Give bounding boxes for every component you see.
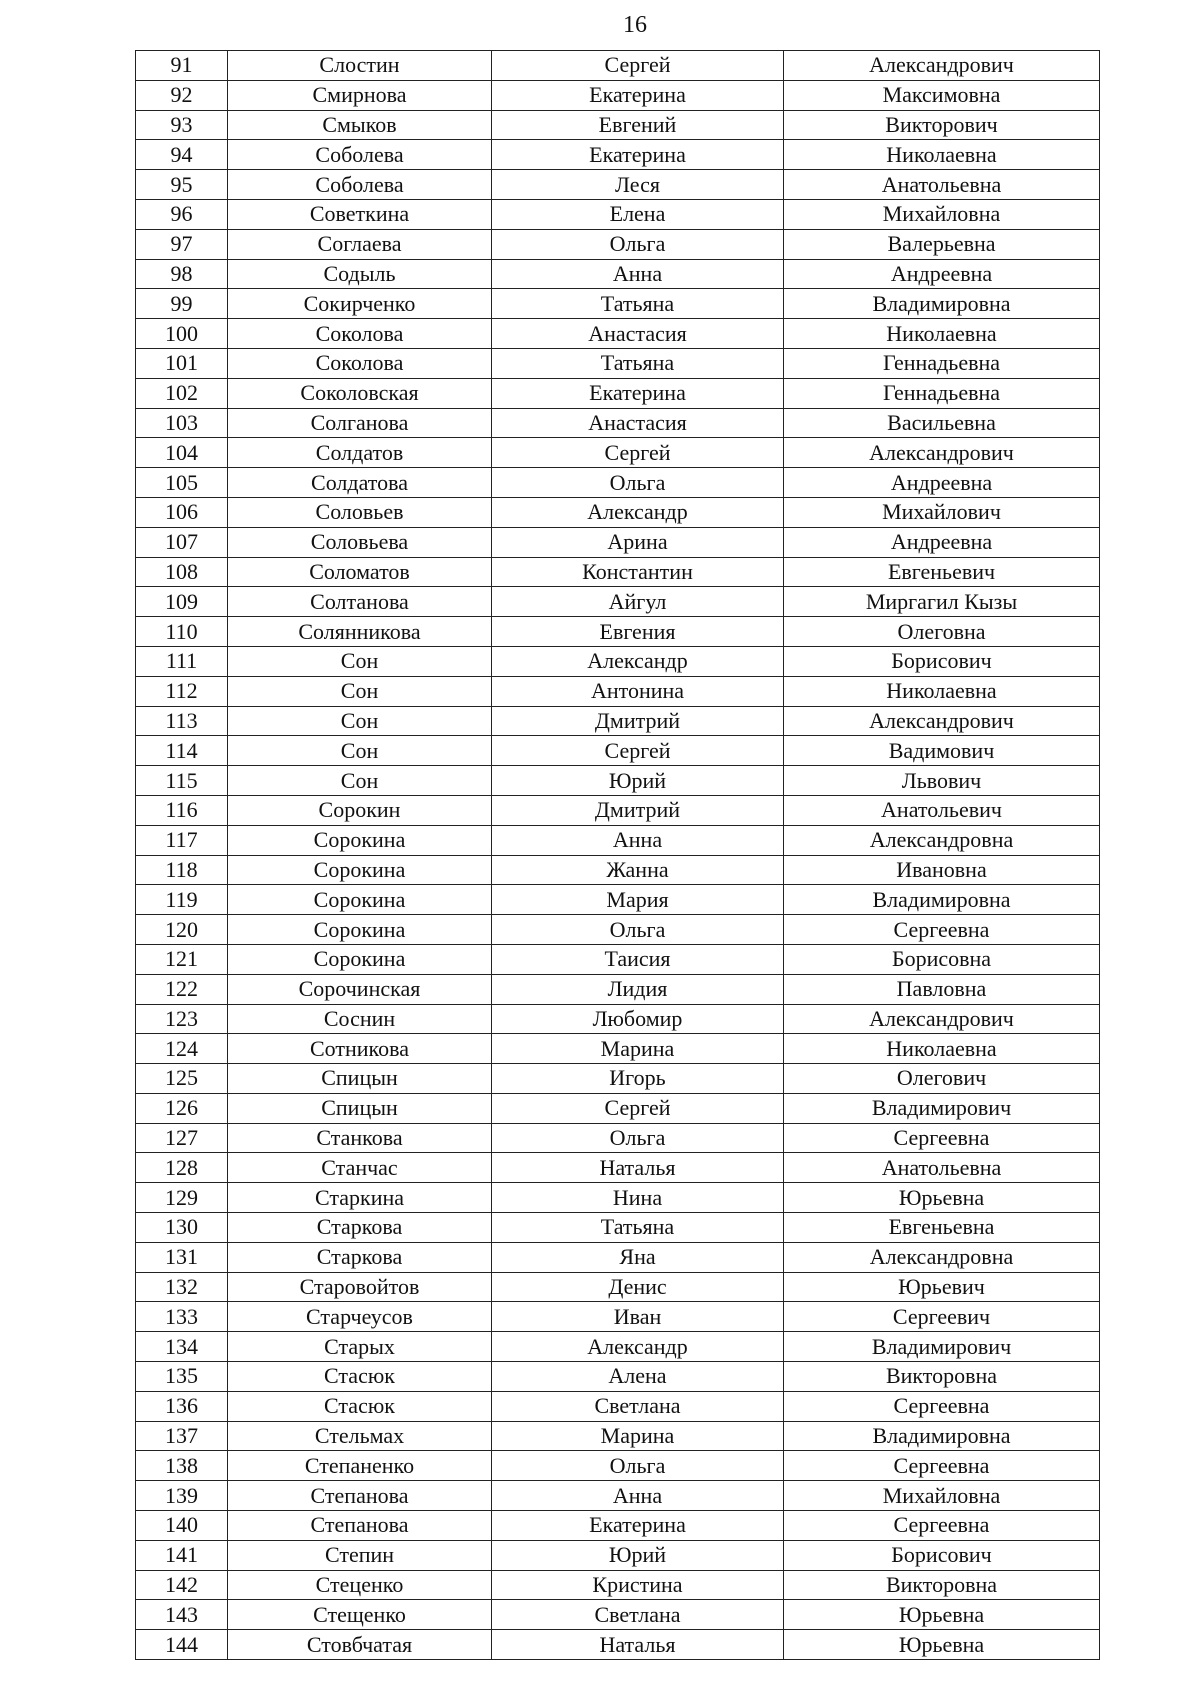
patronymic-cell: Владимирович — [784, 1093, 1100, 1123]
row-number-cell: 98 — [136, 259, 228, 289]
first-name-cell: Дмитрий — [492, 795, 784, 825]
last-name-cell: Слостин — [228, 51, 492, 81]
first-name-cell: Игорь — [492, 1064, 784, 1094]
first-name-cell: Евгений — [492, 110, 784, 140]
table-row — [136, 1570, 1100, 1600]
page-number: 16 — [623, 12, 647, 38]
table-row — [136, 1213, 1100, 1243]
last-name-cell: Соколова — [228, 319, 492, 349]
row-number-cell: 108 — [136, 557, 228, 587]
first-name-cell: Дмитрий — [492, 706, 784, 736]
table-row — [136, 1511, 1100, 1541]
first-name-cell: Ольга — [492, 1451, 784, 1481]
row-number-cell: 109 — [136, 587, 228, 617]
table-row — [136, 527, 1100, 557]
first-name-cell: Сергей — [492, 1093, 784, 1123]
first-name-cell: Ольга — [492, 915, 784, 945]
table-row — [136, 289, 1100, 319]
table-row — [136, 438, 1100, 468]
patronymic-cell: Вадимович — [784, 736, 1100, 766]
patronymic-cell: Геннадьевна — [784, 378, 1100, 408]
last-name-cell: Сорочинская — [228, 974, 492, 1004]
row-number-cell: 140 — [136, 1511, 228, 1541]
row-number-cell: 101 — [136, 348, 228, 378]
last-name-cell: Спицын — [228, 1093, 492, 1123]
patronymic-cell: Максимовна — [784, 80, 1100, 110]
first-name-cell: Мария — [492, 885, 784, 915]
patronymic-cell: Андреевна — [784, 527, 1100, 557]
patronymic-cell: Юрьевич — [784, 1272, 1100, 1302]
last-name-cell: Солтанова — [228, 587, 492, 617]
last-name-cell: Сорокина — [228, 855, 492, 885]
table-row — [136, 1183, 1100, 1213]
row-number-cell: 106 — [136, 497, 228, 527]
patronymic-cell: Викторовна — [784, 1362, 1100, 1392]
row-number-cell: 139 — [136, 1481, 228, 1511]
row-number-cell: 120 — [136, 915, 228, 945]
patronymic-cell: Сергеевна — [784, 1511, 1100, 1541]
table-row — [136, 1481, 1100, 1511]
table-row — [136, 646, 1100, 676]
table-row — [136, 1153, 1100, 1183]
row-number-cell: 128 — [136, 1153, 228, 1183]
table-row — [136, 1242, 1100, 1272]
patronymic-cell: Анатольевна — [784, 1153, 1100, 1183]
table-row — [136, 80, 1100, 110]
first-name-cell: Нина — [492, 1183, 784, 1213]
last-name-cell: Стасюк — [228, 1362, 492, 1392]
table-row — [136, 1004, 1100, 1034]
first-name-cell: Денис — [492, 1272, 784, 1302]
last-name-cell: Сон — [228, 646, 492, 676]
last-name-cell: Сорокина — [228, 825, 492, 855]
row-number-cell: 127 — [136, 1123, 228, 1153]
last-name-cell: Смыков — [228, 110, 492, 140]
first-name-cell: Екатерина — [492, 1511, 784, 1541]
first-name-cell: Айгул — [492, 587, 784, 617]
first-name-cell: Светлана — [492, 1391, 784, 1421]
row-number-cell: 129 — [136, 1183, 228, 1213]
first-name-cell: Анна — [492, 1481, 784, 1511]
row-number-cell: 102 — [136, 378, 228, 408]
last-name-cell: Станчас — [228, 1153, 492, 1183]
patronymic-cell: Владимирович — [784, 1332, 1100, 1362]
first-name-cell: Любомир — [492, 1004, 784, 1034]
row-number-cell: 94 — [136, 140, 228, 170]
patronymic-cell: Ивановна — [784, 855, 1100, 885]
patronymic-cell: Юрьевна — [784, 1600, 1100, 1630]
table-row — [136, 1034, 1100, 1064]
row-number-cell: 136 — [136, 1391, 228, 1421]
patronymic-cell: Александровна — [784, 1242, 1100, 1272]
last-name-cell: Степанова — [228, 1511, 492, 1541]
first-name-cell: Татьяна — [492, 348, 784, 378]
first-name-cell: Анастасия — [492, 408, 784, 438]
patronymic-cell: Александрович — [784, 51, 1100, 81]
table-row — [136, 1391, 1100, 1421]
last-name-cell: Смирнова — [228, 80, 492, 110]
row-number-cell: 130 — [136, 1213, 228, 1243]
last-name-cell: Старкова — [228, 1213, 492, 1243]
first-name-cell: Наталья — [492, 1630, 784, 1660]
first-name-cell: Антонина — [492, 676, 784, 706]
last-name-cell: Солдатов — [228, 438, 492, 468]
row-number-cell: 121 — [136, 944, 228, 974]
first-name-cell: Сергей — [492, 736, 784, 766]
table-row — [136, 378, 1100, 408]
patronymic-cell: Викторовна — [784, 1570, 1100, 1600]
row-number-cell: 96 — [136, 199, 228, 229]
first-name-cell: Ольга — [492, 468, 784, 498]
table-row — [136, 170, 1100, 200]
patronymic-cell: Александрович — [784, 1004, 1100, 1034]
last-name-cell: Соломатов — [228, 557, 492, 587]
row-number-cell: 117 — [136, 825, 228, 855]
row-number-cell: 138 — [136, 1451, 228, 1481]
table-row — [136, 795, 1100, 825]
last-name-cell: Сорокина — [228, 915, 492, 945]
first-name-cell: Иван — [492, 1302, 784, 1332]
last-name-cell: Соснин — [228, 1004, 492, 1034]
table-row — [136, 1064, 1100, 1094]
last-name-cell: Сон — [228, 676, 492, 706]
table-row — [136, 1093, 1100, 1123]
row-number-cell: 144 — [136, 1630, 228, 1660]
table-row — [136, 1302, 1100, 1332]
first-name-cell: Екатерина — [492, 140, 784, 170]
last-name-cell: Станкова — [228, 1123, 492, 1153]
table-row — [136, 497, 1100, 527]
table-row — [136, 1630, 1100, 1660]
row-number-cell: 95 — [136, 170, 228, 200]
first-name-cell: Александр — [492, 1332, 784, 1362]
patronymic-cell: Михайловна — [784, 1481, 1100, 1511]
first-name-cell: Леся — [492, 170, 784, 200]
table-row — [136, 557, 1100, 587]
table-row — [136, 259, 1100, 289]
last-name-cell: Степин — [228, 1540, 492, 1570]
table-row — [136, 1123, 1100, 1153]
patronymic-cell: Андреевна — [784, 259, 1100, 289]
last-name-cell: Сокирченко — [228, 289, 492, 319]
row-number-cell: 131 — [136, 1242, 228, 1272]
patronymic-cell: Михайловна — [784, 199, 1100, 229]
row-number-cell: 112 — [136, 676, 228, 706]
row-number-cell: 115 — [136, 766, 228, 796]
patronymic-cell: Валерьевна — [784, 229, 1100, 259]
first-name-cell: Анастасия — [492, 319, 784, 349]
patronymic-cell: Александрович — [784, 706, 1100, 736]
first-name-cell: Кристина — [492, 1570, 784, 1600]
table-row — [136, 1332, 1100, 1362]
last-name-cell: Соболева — [228, 140, 492, 170]
last-name-cell: Степанова — [228, 1481, 492, 1511]
patronymic-cell: Борисович — [784, 646, 1100, 676]
first-name-cell: Наталья — [492, 1153, 784, 1183]
table-row — [136, 140, 1100, 170]
patronymic-cell: Павловна — [784, 974, 1100, 1004]
table-row — [136, 319, 1100, 349]
table-row — [136, 676, 1100, 706]
table-row — [136, 587, 1100, 617]
last-name-cell: Солянникова — [228, 617, 492, 647]
row-number-cell: 110 — [136, 617, 228, 647]
last-name-cell: Стасюк — [228, 1391, 492, 1421]
row-number-cell: 141 — [136, 1540, 228, 1570]
row-number-cell: 107 — [136, 527, 228, 557]
last-name-cell: Соколова — [228, 348, 492, 378]
last-name-cell: Сон — [228, 736, 492, 766]
row-number-cell: 123 — [136, 1004, 228, 1034]
row-number-cell: 137 — [136, 1421, 228, 1451]
patronymic-cell: Александрович — [784, 438, 1100, 468]
row-number-cell: 125 — [136, 1064, 228, 1094]
first-name-cell: Сергей — [492, 51, 784, 81]
table-row — [136, 110, 1100, 140]
table-row — [136, 944, 1100, 974]
last-name-cell: Стельмах — [228, 1421, 492, 1451]
patronymic-cell: Евгеньевна — [784, 1213, 1100, 1243]
patronymic-cell: Сергеевна — [784, 1123, 1100, 1153]
table-row — [136, 915, 1100, 945]
patronymic-cell: Николаевна — [784, 319, 1100, 349]
row-number-cell: 103 — [136, 408, 228, 438]
patronymic-cell: Андреевна — [784, 468, 1100, 498]
first-name-cell: Евгения — [492, 617, 784, 647]
first-name-cell: Екатерина — [492, 378, 784, 408]
names-table-body — [136, 51, 1100, 1660]
row-number-cell: 93 — [136, 110, 228, 140]
first-name-cell: Таисия — [492, 944, 784, 974]
row-number-cell: 91 — [136, 51, 228, 81]
first-name-cell: Константин — [492, 557, 784, 587]
last-name-cell: Старкова — [228, 1242, 492, 1272]
table-row — [136, 855, 1100, 885]
row-number-cell: 114 — [136, 736, 228, 766]
row-number-cell: 99 — [136, 289, 228, 319]
row-number-cell: 111 — [136, 646, 228, 676]
patronymic-cell: Борисовна — [784, 944, 1100, 974]
table-row — [136, 885, 1100, 915]
last-name-cell: Солганова — [228, 408, 492, 438]
patronymic-cell: Владимировна — [784, 885, 1100, 915]
last-name-cell: Сорокина — [228, 885, 492, 915]
patronymic-cell: Анатольевна — [784, 170, 1100, 200]
patronymic-cell: Сергеевич — [784, 1302, 1100, 1332]
row-number-cell: 92 — [136, 80, 228, 110]
last-name-cell: Сорокина — [228, 944, 492, 974]
first-name-cell: Яна — [492, 1242, 784, 1272]
first-name-cell: Жанна — [492, 855, 784, 885]
patronymic-cell: Викторович — [784, 110, 1100, 140]
last-name-cell: Содыль — [228, 259, 492, 289]
table-row — [136, 1540, 1100, 1570]
last-name-cell: Стеценко — [228, 1570, 492, 1600]
first-name-cell: Лидия — [492, 974, 784, 1004]
row-number-cell: 134 — [136, 1332, 228, 1362]
patronymic-cell: Юрьевна — [784, 1630, 1100, 1660]
patronymic-cell: Анатольевич — [784, 795, 1100, 825]
row-number-cell: 100 — [136, 319, 228, 349]
first-name-cell: Александр — [492, 646, 784, 676]
last-name-cell: Степаненко — [228, 1451, 492, 1481]
last-name-cell: Сотникова — [228, 1034, 492, 1064]
first-name-cell: Юрий — [492, 766, 784, 796]
table-row — [136, 736, 1100, 766]
first-name-cell: Анна — [492, 259, 784, 289]
table-row — [136, 1362, 1100, 1392]
last-name-cell: Спицын — [228, 1064, 492, 1094]
last-name-cell: Сон — [228, 766, 492, 796]
first-name-cell: Юрий — [492, 1540, 784, 1570]
table-row — [136, 825, 1100, 855]
patronymic-cell: Александровна — [784, 825, 1100, 855]
row-number-cell: 97 — [136, 229, 228, 259]
row-number-cell: 116 — [136, 795, 228, 825]
first-name-cell: Алена — [492, 1362, 784, 1392]
table-row — [136, 408, 1100, 438]
row-number-cell: 132 — [136, 1272, 228, 1302]
patronymic-cell: Васильевна — [784, 408, 1100, 438]
first-name-cell: Марина — [492, 1421, 784, 1451]
last-name-cell: Стещенко — [228, 1600, 492, 1630]
table-row — [136, 766, 1100, 796]
first-name-cell: Екатерина — [492, 80, 784, 110]
table-row — [136, 974, 1100, 1004]
first-name-cell: Татьяна — [492, 1213, 784, 1243]
last-name-cell: Старчеусов — [228, 1302, 492, 1332]
first-name-cell: Марина — [492, 1034, 784, 1064]
table-row — [136, 229, 1100, 259]
row-number-cell: 135 — [136, 1362, 228, 1392]
last-name-cell: Старовойтов — [228, 1272, 492, 1302]
last-name-cell: Соловьева — [228, 527, 492, 557]
first-name-cell: Елена — [492, 199, 784, 229]
row-number-cell: 118 — [136, 855, 228, 885]
last-name-cell: Сон — [228, 706, 492, 736]
table-row — [136, 1272, 1100, 1302]
patronymic-cell: Олегович — [784, 1064, 1100, 1094]
table-row — [136, 706, 1100, 736]
patronymic-cell: Евгеньевич — [784, 557, 1100, 587]
patronymic-cell: Михайлович — [784, 497, 1100, 527]
patronymic-cell: Николаевна — [784, 1034, 1100, 1064]
first-name-cell: Анна — [492, 825, 784, 855]
first-name-cell: Светлана — [492, 1600, 784, 1630]
patronymic-cell: Борисович — [784, 1540, 1100, 1570]
row-number-cell: 126 — [136, 1093, 228, 1123]
patronymic-cell: Олеговна — [784, 617, 1100, 647]
table-row — [136, 51, 1100, 81]
last-name-cell: Старкина — [228, 1183, 492, 1213]
row-number-cell: 119 — [136, 885, 228, 915]
last-name-cell: Соловьев — [228, 497, 492, 527]
patronymic-cell: Николаевна — [784, 676, 1100, 706]
table-row — [136, 617, 1100, 647]
row-number-cell: 142 — [136, 1570, 228, 1600]
first-name-cell: Татьяна — [492, 289, 784, 319]
patronymic-cell: Владимировна — [784, 289, 1100, 319]
patronymic-cell: Геннадьевна — [784, 348, 1100, 378]
last-name-cell: Солдатова — [228, 468, 492, 498]
first-name-cell: Александр — [492, 497, 784, 527]
table-row — [136, 348, 1100, 378]
row-number-cell: 133 — [136, 1302, 228, 1332]
patronymic-cell: Николаевна — [784, 140, 1100, 170]
first-name-cell: Арина — [492, 527, 784, 557]
table-row — [136, 1451, 1100, 1481]
first-name-cell: Ольга — [492, 229, 784, 259]
row-number-cell: 104 — [136, 438, 228, 468]
last-name-cell: Соколовская — [228, 378, 492, 408]
first-name-cell: Сергей — [492, 438, 784, 468]
patronymic-cell: Сергеевна — [784, 915, 1100, 945]
row-number-cell: 105 — [136, 468, 228, 498]
first-name-cell: Ольга — [492, 1123, 784, 1153]
row-number-cell: 124 — [136, 1034, 228, 1064]
patronymic-cell: Владимировна — [784, 1421, 1100, 1451]
last-name-cell: Соглаева — [228, 229, 492, 259]
patronymic-cell: Львович — [784, 766, 1100, 796]
patronymic-cell: Сергеевна — [784, 1391, 1100, 1421]
last-name-cell: Стовбчатая — [228, 1630, 492, 1660]
row-number-cell: 113 — [136, 706, 228, 736]
last-name-cell: Советкина — [228, 199, 492, 229]
patronymic-cell: Миргагил Кызы — [784, 587, 1100, 617]
table-row — [136, 1421, 1100, 1451]
row-number-cell: 122 — [136, 974, 228, 1004]
table-row — [136, 1600, 1100, 1630]
names-table — [135, 50, 1100, 1660]
last-name-cell: Сорокин — [228, 795, 492, 825]
table-row — [136, 199, 1100, 229]
patronymic-cell: Сергеевна — [784, 1451, 1100, 1481]
table-row — [136, 468, 1100, 498]
row-number-cell: 143 — [136, 1600, 228, 1630]
last-name-cell: Старых — [228, 1332, 492, 1362]
last-name-cell: Соболева — [228, 170, 492, 200]
patronymic-cell: Юрьевна — [784, 1183, 1100, 1213]
